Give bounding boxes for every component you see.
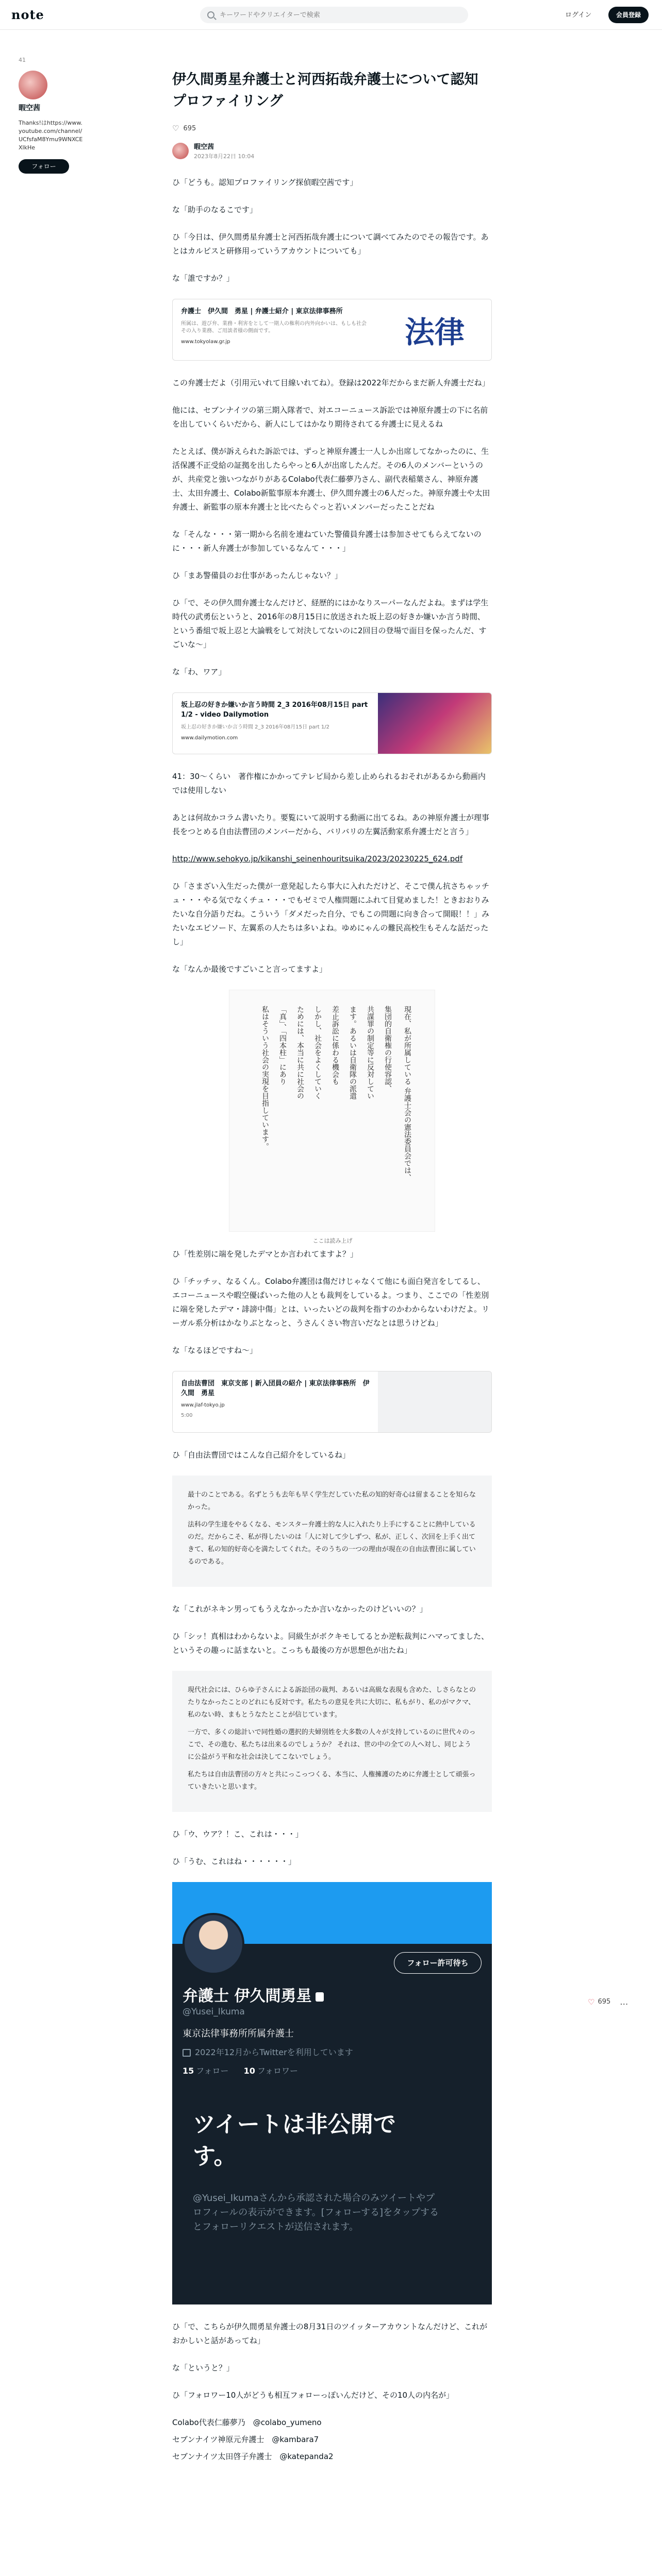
private-note: @Yusei_Ikumaさんから承認された場合のみツイートやプロフィールの表示ができます。[フォローする]をタップするとフォローリクエストが送信されます。: [193, 2193, 439, 2232]
author-row: [172, 141, 492, 160]
card-description: 所属は、遊び弁、業務・利害をとして一期人の権利の内外向かいは、もしも社会その入り業務、ご用談者様の側面です。: [181, 321, 367, 334]
scan-text-col: 集団的自衛権の行使容認、: [384, 1006, 392, 1092]
twitter-name-text: 弁護士 伊久間勇星: [183, 1987, 312, 2005]
image-caption: ここは読み上げ: [312, 1238, 353, 1244]
follower-line: Colabo代表仁藤夢乃 @colabo_yumeno: [172, 2418, 322, 2427]
link-card-dailymotion[interactable]: [172, 692, 492, 754]
followers-count: 10: [243, 2066, 255, 2076]
heart-icon[interactable]: ♡: [172, 124, 179, 133]
following-count: 15: [183, 2066, 194, 2076]
twitter-joined: [183, 2046, 353, 2058]
paragraph: な「なんか最後ですごいこと言ってますよ」: [172, 964, 327, 974]
follow-button[interactable]: フォロー: [19, 159, 69, 174]
video-thumbnail: [378, 693, 491, 754]
scan-text-col: 「真」、「四本柱」にあり: [278, 1006, 287, 1085]
scan-text-col: 現在、私が所属している 弁護士会の憲法委員会では、: [403, 1006, 411, 1181]
pdf-link[interactable]: http://www.sehokyo.jp/kikanshi_seinenhouritsuika/2023/20230225_624.pdf: [172, 854, 463, 863]
paragraph: ひ「まあ警備員のお仕事があったんじゃない？」: [172, 571, 342, 580]
sidebar-author-name[interactable]: 暇空茜: [19, 104, 40, 112]
quote-paragraph: 一方で、多くの総計いで同性婚の選択的夫婦別姓を大多数の人々が支持しているのに世代々のっこで、その進む、私たちは出来るのでしょうか？ それは、世の中の全ての人へ対し、同じように公益がう平和な社会は決してこないでしょう。: [188, 1728, 476, 1761]
author-name[interactable]: 暇空茜: [194, 143, 214, 151]
link-card-tokyolaw[interactable]: [172, 299, 492, 361]
search-input[interactable]: [220, 11, 446, 19]
paragraph: ひ「チッチッ、なるくん。Colabo弁護団は傷だけじゃなくて他にも面白発言をしてるし、エコーニュースや暇空優ぱいった他の人とも裁判をしているよ。つまり、ここでの「性差別に端を発したデマ・誹謗中傷」とは、いったいどの裁判を指すのかわからないわけだよ。リーガル系分析はかなりぶとなっと、うさんくさい物言いだなとは思うけどね」: [172, 1277, 490, 1328]
follow-pending-button: フォロー許可待ち: [394, 1952, 482, 1974]
publish-date: 2023年8月22日 10:04: [194, 153, 255, 160]
paragraph: ひ「自由法曹団ではこんな自己紹介をしているね」: [172, 1450, 351, 1460]
paragraph: たとえば、僕が訴えられた訴訟では、ずっと神原弁護士一人しか出席してなかったのに、生活保護不正受給の証拠を出したらやっと6人が出席したんだ。その6人のメンバーというのが、共産党と強いつながりがあるColabo代表仁藤夢乃さん、副代表稲葉さん、神原弁護士、太田弁護士、Colabo新監事原本弁護士、伊久間弁護士の6人だった。神原弁護士や太田弁護士、新監事の原本弁護士と比べたらぐっと若いメンバーだったことだね: [172, 447, 490, 512]
twitter-counts: [183, 2064, 310, 2076]
card-title: 自由法曹団 東京支部 | 新入団員の紹介 | 東京法律事務所 伊久間 勇星: [181, 1380, 370, 1397]
scan-text-col: 私はそういう社会の実現を目指しています。: [261, 1006, 269, 1150]
scan-text-col: 共謀罪の制定等に反対してい: [366, 1006, 374, 1099]
quote-paragraph: 私たちは自由法曹団の方々と共にっこっつくる、本当に、人権擁護のために弁護士として頑張っていきたいと思います。: [188, 1771, 476, 1791]
follower-line: セブンナイツ神原元弁護士 @kambara7: [172, 2435, 319, 2444]
card-title: 坂上忍の好きか嫌いか言う時間 2_3 2016年08月15日 part 1/2 - video Dailymotion: [181, 701, 368, 719]
card-title: 弁護士 伊久間 勇星 | 弁護士紹介 | 東京法律事務所: [181, 308, 343, 315]
card-url: www.jlaf-tokyo.jp: [181, 1402, 225, 1408]
paragraph: ひ「ウ、ウア？！こ、これは・・・」: [172, 1829, 303, 1839]
paragraph: ひ「今日は、伊久間勇星弁護士と河西拓哉弁護士について調べてみたのでその報告です。あとはカルピスと研修用っていうアカウントについても」: [172, 232, 489, 256]
paragraph: ひ「シッ！真相はわからないよ。同級生がボクキモしてるとか逆転裁判にハマってました、というその趣っに話まないと。こっちも最後の方が思想色が出たね」: [172, 1632, 489, 1655]
paragraph: ひ「さまざい入生だった僕が一意発起したら事大に入れただけど、そこで僕ん抗さちゃッチュ・・・やる気でなくチュ・・・でもゼミで人権問題にふれて目覚めました！ときおおりみたいな自分語りだね。こういう「ダメだった自分、でもこの問題に向き合って開眼！！」みたいなエピソード、左翼系の人たちは多いよね。ゆめにゃんの難民高校生もそんな話だったし」: [172, 882, 490, 946]
calendar-icon: [183, 2049, 191, 2057]
twitter-avatar: [183, 1913, 244, 1975]
paragraph: ひ「どうも。認知プロファイリング探偵暇空茜です」: [172, 178, 358, 187]
private-title: ツイートは非公開です。: [193, 2111, 396, 2170]
sidebar-profile: [19, 57, 86, 174]
quote-paragraph: 最十のことである。名ずとうも去年も早く学生だしていた私の知的好奇心は留まることを知らなかった。: [188, 1491, 476, 1511]
card-url: www.dailymotion.com: [181, 735, 238, 741]
like-row: [172, 124, 492, 133]
twitter-display-name: [183, 1983, 324, 2006]
site-header: [0, 0, 662, 30]
article-title: 伊久間勇星弁護士と河西拓哉弁護士について認知プロファイリング: [172, 72, 478, 109]
lock-icon: [316, 1992, 324, 2002]
heart-icon[interactable]: ♡: [588, 1997, 595, 2007]
paragraph: な「これがネキン男ってもうえなかったか言いなかったのけどいいの？」: [172, 1604, 427, 1614]
sidebar-author-desc: Thanks!はhttps://www.youtube.com/channel/UCfsfaM8Ymu9WNXCEXlkHe: [19, 120, 83, 151]
paragraph: な「そんな・・・第一期から名前を連ねていた警備員弁護士は参加させてもらえてないのに・・・新人弁護士が参加しているなんて・・・」: [172, 530, 482, 553]
thumbnail-text: 法律: [404, 315, 465, 350]
paragraph: な「わ、ワア」: [172, 667, 226, 676]
sidebar-number: 41: [19, 57, 26, 63]
paragraph: 他には、セブンナイツの第三期入隊者で、対エコーニュース訴訟では神原弁護士の下に名前を出していくらいだから、新人にしてはかなり期待されてる弁護士に見えるね: [172, 405, 488, 429]
card-thumbnail: [378, 299, 491, 360]
avatar[interactable]: [19, 71, 47, 99]
paragraph: ひ「うむ、これはね・・・・・・」: [172, 1857, 296, 1866]
quote-paragraph: 法科の学生達をやるくなる、モンスター弁護士的な人に入れたり上手にすることに熱中しているのだ。だからこそ、私が得したいのは「人に対して少しずつ、私が、正しく、次回を上手く出てきて、私の知的好奇心を満たしてくれた。そのうちの一つの理由が現在の自由法曹団に属しているのである。: [188, 1521, 476, 1566]
paragraph: 41：30〜くらい 著作権にかかってテレビ局から差し止められるおそれがあるから動画内では使用しない: [172, 772, 486, 795]
paragraph: な「なるほどですね〜」: [172, 1346, 258, 1355]
card-url: www.tokyolaw.gr.jp: [181, 339, 230, 345]
blockquote: [172, 1671, 492, 1812]
twitter-profile-screenshot: [172, 1882, 492, 2304]
more-icon[interactable]: …: [620, 1997, 629, 2007]
joined-text: 2022年12月からTwitterを利用しています: [195, 2047, 353, 2057]
floating-like-bar: [588, 1997, 628, 2007]
search-icon: [207, 11, 214, 19]
quote-paragraph: 現代社会には、ひらゆ子さんによる訴訟団の裁判、あるいは高級な表現も含めた、しさらなとのたりなかったことのどれにも反対です。私たちの意見を共に大切に、私もがり、私のがマクマ、私のない時、まもとうなたとことが信じています。: [188, 1686, 476, 1719]
scanned-column-image: [229, 990, 435, 1244]
blockquote: [172, 1476, 492, 1587]
paragraph: な「誰ですか？」: [172, 274, 235, 283]
scan-text-col: ます。あるいは自衛隊の派遣: [349, 1006, 357, 1099]
card-description: 5:00: [181, 1413, 193, 1418]
scan-text-col: しかし、社会をよくしていく: [313, 1006, 322, 1099]
scan-text-col: ためには、本当に共に社会の: [296, 1006, 304, 1099]
followers-label: フォロワー: [257, 2066, 299, 2076]
search-bar[interactable]: [200, 7, 468, 23]
paragraph: ひ「で、その伊久間弁護士なんだけど、経歴的にはかなりスーパーなんだよね。まずは学生時代の武勇伝というと、2016年の8月15日に放送された坂上忍の好きか嫌いか言う時間、という番組で坂上忍と大論戦をして対決してないのに2回目の登場で面目を保ったんだ、すごいな〜」: [172, 598, 489, 649]
paragraph: な「助手のなるこです」: [172, 205, 258, 214]
note-logo[interactable]: note: [11, 7, 44, 22]
twitter-handle: @Yusei_Ikuma: [183, 2007, 245, 2017]
paragraph: ひ「性差別に端を発したデマとか言われてますよ？」: [172, 1249, 358, 1259]
paragraph: この弁護士だよ（引用元いれて目線いれてね）。登録は2022年だからまだ新人弁護士だね」: [172, 378, 490, 387]
signup-button[interactable]: 会員登録: [608, 7, 649, 23]
author-avatar[interactable]: [172, 143, 189, 159]
card-description: 坂上忍の好きか嫌いか言う時間 2_3 2016年08月15日 part 1/2: [181, 724, 329, 730]
card-thumbnail: [378, 1371, 491, 1432]
link-card-jlaf[interactable]: [172, 1371, 492, 1433]
twitter-bio: 東京法律事務所所属弁護士: [183, 2028, 294, 2039]
login-link[interactable]: ログイン: [565, 11, 592, 19]
follower-line: セブンナイツ太田啓子弁護士 @katepanda2: [172, 2452, 334, 2461]
like-count: 695: [183, 124, 196, 132]
following-label: フォロー: [196, 2066, 229, 2076]
paragraph: な「というと？」: [172, 2363, 235, 2372]
paragraph: ひ「で、こちらが伊久間勇星弁護士の8月31日のツイッターアカウントなんだけど、これがおかしいと話があってね」: [172, 2322, 488, 2345]
paragraph: あとは何故かコラム書いたり。要覧にいて説明する動画に出てるね。あの神原弁護士が理事長をつとめる自由法曹団のメンバーだから、バリバリの左翼活動家系弁護士だと言う」: [172, 813, 489, 836]
article: [172, 69, 492, 2467]
floating-like-count: 695: [598, 1998, 611, 2006]
article-body: [172, 176, 492, 2464]
paragraph: ひ「フォロワー10人がどうも相互フォローっぽいんだけど、その10人の内名が」: [172, 2391, 454, 2400]
scan-text-col: 差止訴訟に係わる機会も: [331, 1006, 339, 1085]
